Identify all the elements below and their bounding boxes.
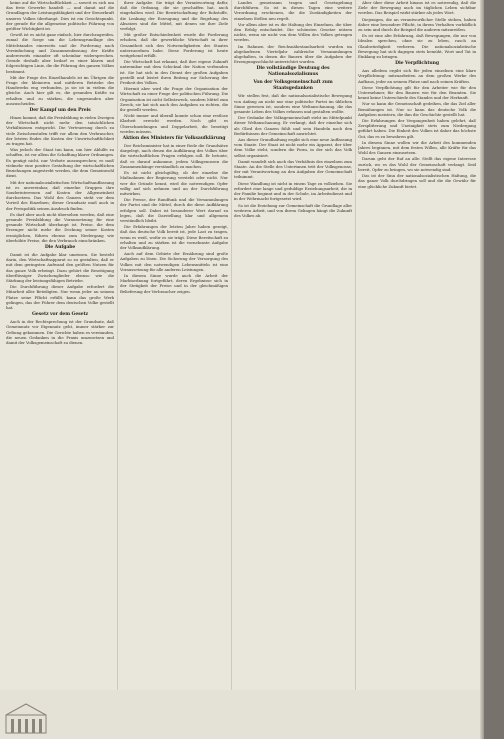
paragraph: Mit der nationalsozialistischen Wirtschaftsauffassung ist es unvereinbar, daß einzelne Gruppen ihre Sonderinteressen auf Kosten der Allgemeinheit durchsetzen. Das Wohl des Ganzen steht vor dem Vorteil des Einzelnen; dieser Grundsatz muß auch in der Preispolitik seinen Ausdruck finden. [6,179,114,211]
paragraph: Die Erfahrungen der Vergangenheit haben gelehrt, daß Zersplitterung und Uneinigkeit stets zum Niedergang geführt haben. Die Einheit des Volkes ist daher das höchste Gut, das es zu bewahren gilt. [358,118,476,139]
paragraph: Die Durchführung dieser Aufgabe erfordert die Mitarbeit aller Beteiligten. Nur wenn jeder an seinem Platze seine Pflicht erfüllt, kann das große Werk gelingen, das der Führer dem deutschen Volke gestellt hat. [6,284,114,310]
paragraph: Die Erfahrungen der letzten Jahre haben gezeigt, daß das deutsche Volk bereit ist, jede Last zu tragen, wenn es weiß, wofür es sie trägt. Diese Bereitschaft zu erhalten und zu stärken ist die vornehmste Aufgabe der Volksaufklärung. [120,224,228,250]
paragraph: Diejenigen, die an verantwortlicher Stelle stehen, haben daher eine besondere Pflicht, in ihrem Verhalten vorbildlich zu sein und durch ihr Beispiel die anderen mitzureißen. [358,16,476,33]
paragraph: Mit großer Entschiedenheit wurde die Forderung erhoben, daß die gewerbliche Wirtschaft in ihrer Gesamtheit sich den Notwendigkeiten des Staates unterzuordnen habe. Diese Forderung ist heute weitgehend erfüllt. [120,32,228,59]
paragraph: Hinzu kommt, daß die Preisbildung in vielen Zweigen der Wirtschaft nicht mehr den tatsächlichen Verhältnissen entspricht. Die Verteuerung durch zu viele Zwischenstufen trifft vor allem den Verbraucher, der letzten Endes die Kosten der Unwirtschaftlichkeit zu tragen hat. [6,115,114,147]
section-heading: Die Verpflichtung [395,61,439,67]
paragraph: Landes gemeinsam tragen und Gesetzgebung durchführen. So ist in diesen Tagen eine weitere Verordnung erschienen, die die Zuständigkeiten der einzelnen Stellen neu regelt. [234,0,352,21]
paragraph: Nicht immer und überall konnte schon eine restlose Klarheit erreicht werden. Noch gibt es Überschneidungen und Doppelarbeit, die beseitigt werden müssen. [120,113,228,134]
column-divider [231,0,232,690]
section-heading: Der Kampf um den Preis [29,108,91,114]
paragraph: Auch auf dem Gebiete der Ernährung sind große Aufgaben zu lösen. Die Sicherung der Versorgung des Volkes mit den notwendigen Lebensmitteln ist eine Voraussetzung für alle anderen Leistungen. [120,251,228,272]
section-heading: Gesetz vor dem Gesetz [31,312,89,318]
paragraph: In diesem Sinne wollen wir die Arbeit des kommenden Jahres beginnen, mit dem festen Willen, alle Kräfte für das Wohl des Ganzen einzusetzen. [358,139,476,156]
paragraph: keine auf die Wirtschaftlichkeit — soweit es sich um das freie Gewerbe handelt — und damit auf die Grundlagen der Leistungsfähigkeit und der Steuerkraft unseres Volkes überhaupt. Dies ist ein Gesichtspunkt, der gerade für die allgemeine politische Führung von größter Wichtigkeit ist. [6,0,114,32]
text-column-4 [358,0,476,690]
column-divider [117,0,118,690]
paragraph: Diese Verpflichtung gilt für den Arbeiter wie für den Unternehmer, für den Bauern wie für den Beamten. Sie kennt keine Unterschiede des Standes und der Herkunft. [358,84,476,101]
paragraph: Der Gedanke der Volksgemeinschaft steht im Mittelpunkt dieser Weltanschauung. Er verlangt, daß der einzelne sich als Glied des Ganzen fühlt und sein Handeln nach den Bedürfnissen der Gemeinschaft ausrichtet. [234,115,352,136]
paragraph: Aber über diese Arbeit hinaus ist es notwendig, daß die Ziele der Bewegung auch im täglichen Leben sichtbar werden. Das Beispiel wirkt stärker als jedes Wort. [358,0,476,16]
paragraph: Die Presse, der Rundfunk und die Versammlungen der Partei sind die Mittel, durch die diese Aufklärung erfolgen soll. Dabei ist besonderer Wert darauf zu legen, daß die Darstellung klar und allgemein verständlich bleibt. [120,197,228,223]
section-heading: Aktion des Ministers für Volksaufklärung [122,136,226,142]
paragraph: Es ist nicht gleichgültig, ob der einzelne die Maßnahmen der Regierung versteht oder nicht. Nur wer die Gründe kennt, wird die notwendigen Opfer willig auf sich nehmen und an der Durchführung mitwirken. [120,170,228,196]
paragraph: Es darf aber auch nicht übersehen werden, daß eine gesunde Preisbildung die Voraussetzung für eine gesunde Wirtschaft überhaupt ist. Preise, die dem Erzeuger nicht mehr die Deckung seiner Kosten ermöglichen, führen ebenso zum Niedergang wie überhöhte Preise, die den Verbrauch einschränken. [6,211,114,243]
paragraph: Gewiß ist es nicht ganz einfach, hier durchzugreifen, zumal die Sorge um die Lebensgrundlage des Mittelstandes einerseits und die Forderung nach Vereinfachung und Zusammenfassung der Kräfte andererseits einander oft scheinbar widersprechen. Gerade deshalb aber bedarf es einer klaren und folgerichtigen Linie, die die Führung des ganzen Volkes bestimmt. [6,32,114,74]
paragraph: Nur so kann die Gemeinschaft gedeihen, die das Ziel aller Bemühungen ist. Nur so kann das deutsche Volk die Aufgaben meistern, die ihm die Geschichte gestellt hat. [358,101,476,117]
paragraph: In diesem Sinne wurde auch die Arbeit der Marktordnung fortgeführt, deren Ergebnisse sich in der Stetigkeit der Preise und in der gleichmäßigen Belieferung der Verbraucher zeigen. [120,272,228,294]
paragraph: Es ist eine alte Erfahrung, daß Bewegungen, die nur von Idealen sprechen, ohne sie zu leben, rasch an Glaubwürdigkeit verlieren. Die nationalsozialistische Bewegung hat sich dagegen stets bemüht, Wort und Tat in Einklang zu bringen. [358,33,476,60]
column-divider [355,0,356,690]
paragraph: Aus dieser Grundhaltung ergibt sich eine neue Auffassung vom Staate. Der Staat ist nicht mehr ein Apparat, der über dem Volke steht, sondern die Form, in der sich das Volk selbst organisiert. [234,137,352,158]
scan-margin [484,0,504,739]
paragraph: Mit der Frage des Einzelhandels ist im Übrigen die Frage der kleineren und mittleren Betriebe des Handwerks eng verbunden, ja sie ist in vielem die gleiche. Auch hier gilt es, die gesunden Kräfte zu erhalten und zu stärken, die ungesunden aber auszuscheiden. [6,74,114,106]
paragraph: ihrer Aufgabe. Sie trägt die Verantwortung dafür, daß die Ordnung, die sie geschaffen hat, auch eingehalten wird. Die Bewirtschaftung der Rohstoffe, die Lenkung der Erzeugung und die Regelung des Absatzes sind die Mittel, mit denen sie ihre Ziele verfolgt. [120,0,228,32]
section-heading: Die Aufgabe [44,244,76,250]
paragraph: So ist die Erziehung zur Gemeinschaft die Grundlage aller weiteren Arbeit, und von ihrem Gelingen hängt die Zukunft des Volkes ab. [234,202,352,218]
text-column-2 [120,0,228,690]
paragraph: Was jedoch der Staat tun kann, um hier Abhilfe zu schaffen, ist vor allem die Schaffung klarer Ordnungen. Es genügt nicht, nur Verbote auszusprechen; es muß vielmehr eine positive Gestaltung der wirtschaftlichen Beziehungen angestrebt werden, die dem Gemeinwohl dient. [6,147,114,179]
paragraph: Vor allem aber ist es die Haltung des Einzelnen, die über den Erfolg entscheidet. Die schönsten Gesetze nützen nichts, wenn sie nicht von dem Willen des Volkes getragen werden. [234,21,352,43]
paragraph: Diese Wandlung ist nicht in einem Tage zu vollziehen. Sie erfordert eine lange und geduldige Erziehungsarbeit, die in der Familie beginnt und in der Schule, im Arbeitsdienst und in der Wehrmacht fortgesetzt wird. [234,180,352,202]
paragraph: Darum geht der Ruf an alle: Stellt das eigene Interesse zurück, wo es das Wohl der Gemeinschaft verlangt. Seid bereit, Opfer zu bringen, wo sie notwendig sind. [358,156,476,172]
paragraph: Aus alledem ergibt sich für jeden einzelnen eine klare Verpflichtung: mitzuarbeiten an dem großen Werke des Aufbaus, jeder an seinem Platze und nach seinen Kräften. [358,68,476,84]
section-heading: Von der Volksgemeinschaft zum Staatsgedanken [253,80,333,92]
text-column-1 [6,0,114,690]
paragraph: Im Rahmen der Reichsnährstandsarbeit wurden im abgelaufenen Vierteljahr zahlreiche Versammlungen abgehalten, in denen die Bauern über die Aufgaben der Erzeugungsschlacht unterrichtet wurden. [234,43,352,65]
paragraph: Der Reichsminister hat in einer Rede die Grundsätze dargelegt, nach denen die Aufklärung des Volkes über die wirtschaftlichen Fragen erfolgen soll. Er betonte, daß es darauf ankomme, jedem Volksgenossen die Zusammenhänge verständlich zu machen. [120,143,228,169]
text-column-3 [234,0,352,690]
library-building-logo [4,701,48,735]
paragraph: Damit ist die Aufgabe klar umrissen. Sie besteht darin, den Wirtschaftsapparat so zu gestalten, daß er mit dem geringsten Aufwand den größten Nutzen für das ganze Volk erbringt. Dazu gehört die Beseitigung überflüssiger Zwischenglieder ebenso wie die Stärkung der leistungsfähigen Betriebe. [6,251,114,283]
paragraph: Hiermit aber wird die Frage der Organisation der Wirtschaft zu einer Frage der politischen Führung. Die Organisation ist nicht Selbstzweck, sondern Mittel zum Zweck; sie hat sich nach den Aufgaben zu richten, die ihr gestellt werden. [120,86,228,113]
section-heading: Die vollständige Deutung des Nationalsozialismus [256,66,330,78]
paragraph: Auch in der Rechtsprechung ist der Grundsatz, daß Gemeinnutz vor Eigennutz geht, immer stärker zur Geltung gekommen. Die Gerichte haben es verstanden, die neuen Gedanken in die Praxis umzusetzen und damit der Volksgemeinschaft zu dienen. [6,319,114,345]
paragraph: Wir stellen fest, daß die nationalsozialistische Bewegung von Anfang an nicht nur eine politische Partei im üblichen Sinne gewesen ist, sondern eine Weltanschauung, die das gesamte Leben des Volkes erfassen und gestalten wollte. [234,93,352,115]
page-footer [0,690,484,739]
paragraph: Damit wandelt sich auch das Verhältnis des einzelnen zum Staate. An die Stelle des Untertanen tritt der Volksgenosse, der mit Verantwortung an den Aufgaben der Gemeinschaft teilnimmt. [234,158,352,180]
paragraph: Die Wirtschaft hat erkannt, daß ihre eigene Zukunft untrennbar mit dem Schicksal der Nation verbunden ist. Sie hat sich in den Dienst der großen Aufgaben gestellt und leistet ihren Beitrag zur Sicherung der Freiheit des Volkes. [120,59,228,86]
paragraph: Das ist der Sinn der nationalsozialistischen Haltung, die das ganze Volk durchdringen soll und die die Gewähr für eine glückliche Zukunft bietet. [358,173,476,189]
